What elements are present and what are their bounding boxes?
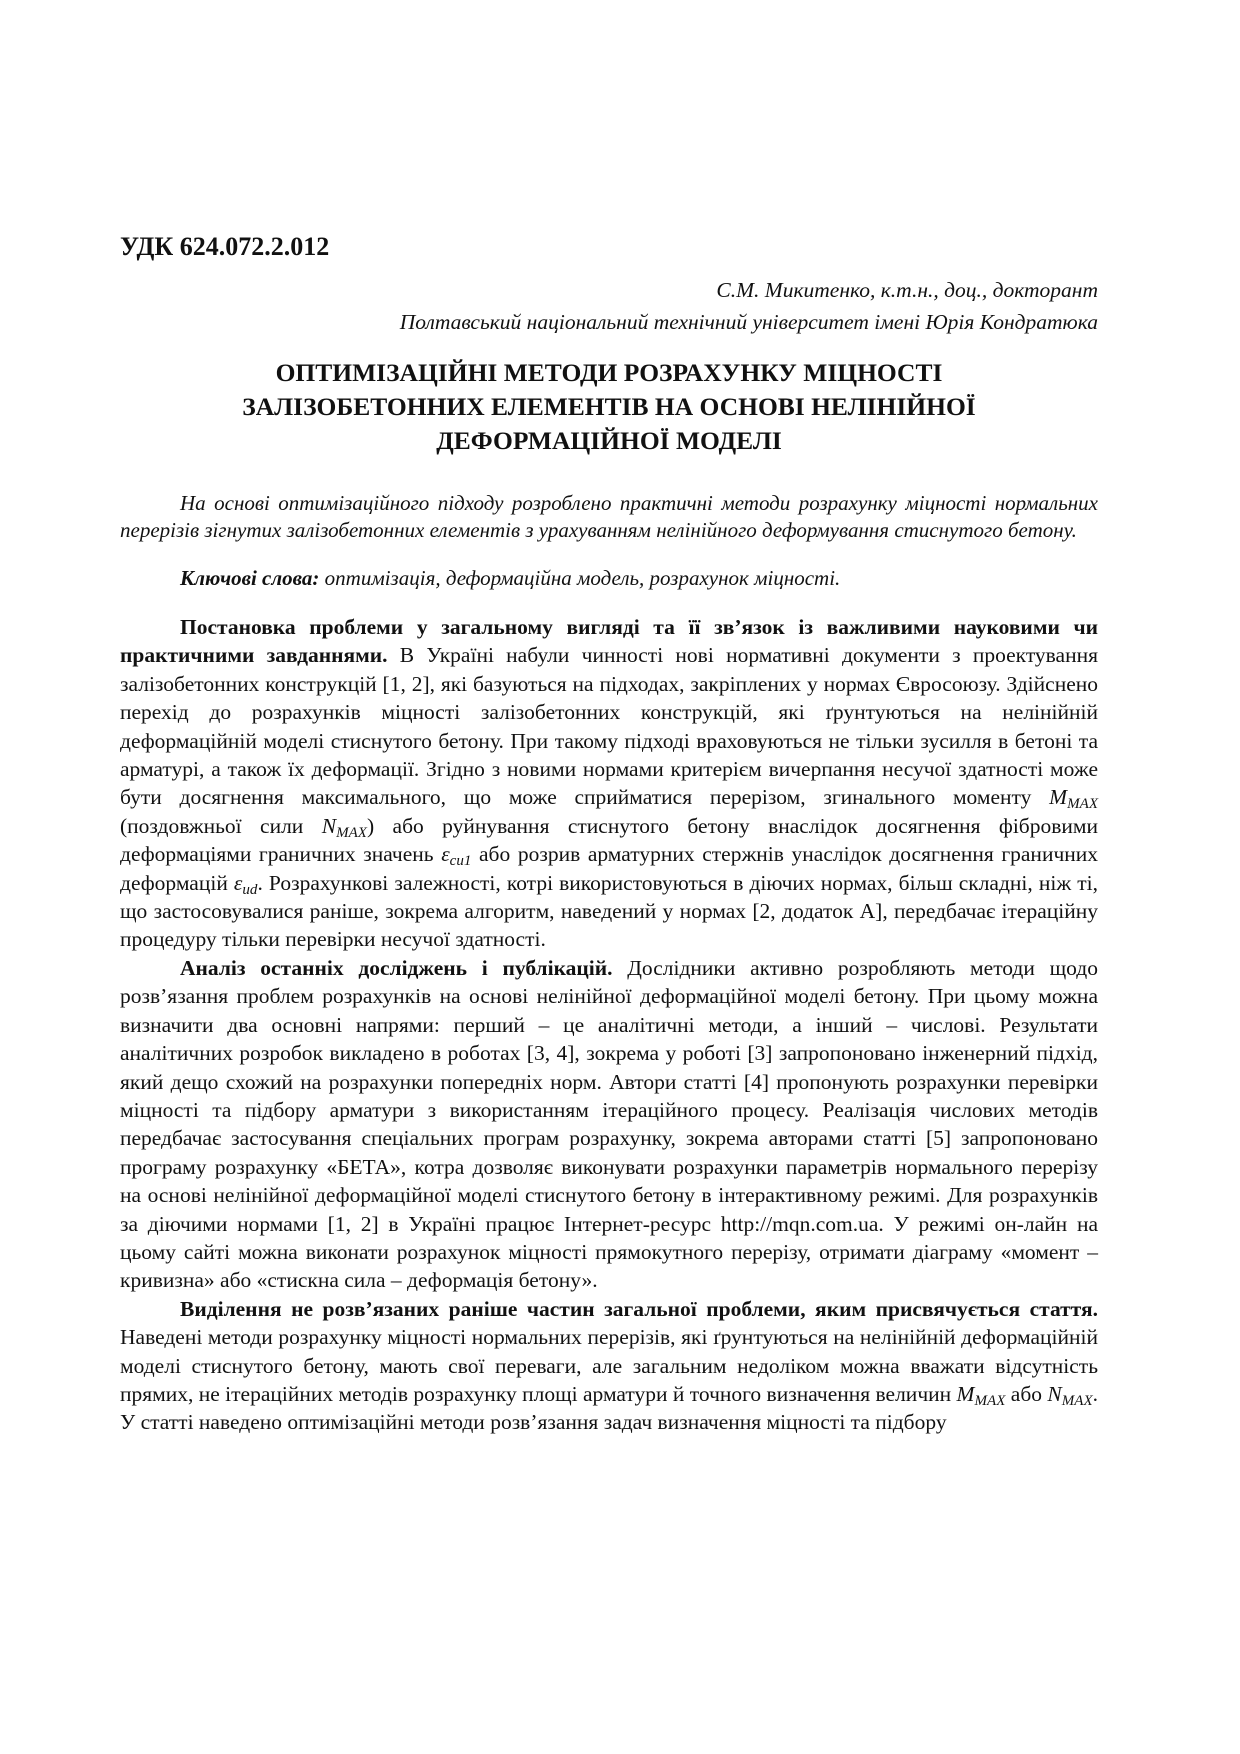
affiliation-line: Полтавський національний технічний університет імені Юрія Кондратюка <box>399 310 1098 334</box>
paragraph-unsolved-problems <box>120 1295 1098 1437</box>
paragraph-text: . У статті наведено оптимізаційні методи розв’язання задач визначення міцності та підбору <box>120 1381 1099 1435</box>
paragraph-text: Наведені методи розрахунку міцності нормальних перерізів, які ґрунтуються на нелінійній деформаційній моделі стиснутого бетону, мають свої переваги, але загальним недоліком можна вважати відсутність прямих, не ітераційних методів розрахунку площі арматури й точного визначення величин <box>120 1325 1098 1406</box>
abstract: На основі оптимізаційного підходу розроблено практичні методи розрахунку міцності нормальних перерізів зігнутих залізобетонних елементів з урахуванням нелінійного деформування стиснутого бетону. <box>120 491 1098 542</box>
math-eps-cu1: $\varepsilon_{cu1}$ <box>441 842 472 869</box>
paragraph-text: або розрив арматурних стержнів унаслідок досягнення граничних деформацій <box>120 842 1099 895</box>
paragraph-text: (поздовжньої сили <box>120 813 304 838</box>
math-n-max: $N_{MAX}$ <box>1047 1381 1093 1409</box>
math-m-max: $M_{MAX}$ <box>1049 785 1099 813</box>
udk-code: УДК 624.072.2.012 <box>120 232 330 261</box>
math-m-max: $M_{MAX}$ <box>956 1381 1006 1409</box>
paper-body <box>120 613 1098 1437</box>
paragraph-text: . Розрахункові залежності, котрі використовуються в діючих нормах, більш складні, ніж ті, що застосовувалися раніше, зокрема алгоритм, наведений у нормах [2, додаток А], передбачає ітераційну процедуру тільки перевірки несучої здатності. <box>120 870 1098 952</box>
section-heading-review: Аналіз останніх досліджень і публікацій. <box>180 955 613 980</box>
paragraph-text: Дослідники активно розробляють методи щодо розв’язання проблем розрахунків на основі нелінійної деформаційної моделі бетону. При цьому можна визначити два основні напрями: перший – це аналітичні методи, а інший – числові. Результати аналітичних розробок викладено в роботах [3, 4], зокрема у роботі [3] запропоновано інженерний підхід, який дещо схожий на розрахунки попередніх норм. Автори статті [4] пропонують розрахунки перевірки міцності та підбору арматури з використанням ітераційного процесу. Реалізація числових методів передбачає застосування спеціальних програм розрахунку, зокрема авторами статті [5] запропоновано програму розрахунку «БЕТА», котра дозволяє виконувати розрахунки параметрів нормального перерізу на основі нелінійної деформаційної моделі стиснутого бетону в інтерактивному режимі. Для розрахунків за діючими нормами [1, 2] в Україні працює Інтернет-ресурс http://mqn.com.ua. У режимі он-лайн на цьому сайті можна виконати розрахунок міцності прямокутного перерізу, отримати діаграму «момент – кривизна» або «стискна сила – деформація бетону». <box>120 955 1098 1293</box>
paragraph-text: В Україні набули чинності нові нормативні документи з проектування залізобетонних конструкцій [1, 2], які базуються на підходах, закріплених у нормах Євросоюзу. Здійснено перехід до розрахунків міцності залізобетонних конструкцій, які ґрунтуються на нелінійній деформаційній моделі стиснутого бетону. При такому підході враховуються не тільки зусилля в бетоні та арматурі, а також їх деформації. Згідно з новими нормами критерієм вичерпання несучої здатності може бути досягнення максимального, що може сприйматися перерізом, згинального моменту <box>120 643 1098 810</box>
paper-page <box>120 230 1098 1437</box>
title-line-2: ЗАЛІЗОБЕТОННИХ ЕЛЕМЕНТІВ НА ОСНОВІ НЕЛІНІЙНОЇ <box>242 392 976 421</box>
section-heading-unsolved: Виділення не розв’язаних раніше частин загальної проблеми, яким присвячується стаття. <box>180 1296 1098 1321</box>
paragraph-text: або <box>1010 1381 1043 1406</box>
paragraph-text: ) або руйнування стиснутого бетону внаслідок досягнення фібровими деформаціями граничних значень <box>120 813 1098 867</box>
math-eps-ud: $\varepsilon_{ud}$ <box>233 870 258 898</box>
math-n-max: $N_{MAX}$ <box>321 813 367 841</box>
section-heading-problem: Постановка проблеми у загальному вигляді та її зв’язок із важливими науковими чи практичними завданнями. <box>120 615 1098 668</box>
paper-title <box>120 356 1098 458</box>
keywords-label: Ключові слова: <box>180 566 320 590</box>
paragraph-problem-statement <box>120 613 1098 954</box>
paragraph-literature-review <box>120 954 1098 1295</box>
author-line: С.М. Микитенко, к.т.н., доц., докторант <box>716 278 1098 302</box>
title-line-3: ДЕФОРМАЦІЙНОЇ МОДЕЛІ <box>436 426 782 455</box>
title-line-1: ОПТИМІЗАЦІЙНІ МЕТОДИ РОЗРАХУНКУ МІЦНОСТІ <box>275 358 943 387</box>
keywords <box>120 565 1098 592</box>
keywords-text: оптимізація, деформаційна модель, розрахунок міцності. <box>324 566 841 590</box>
